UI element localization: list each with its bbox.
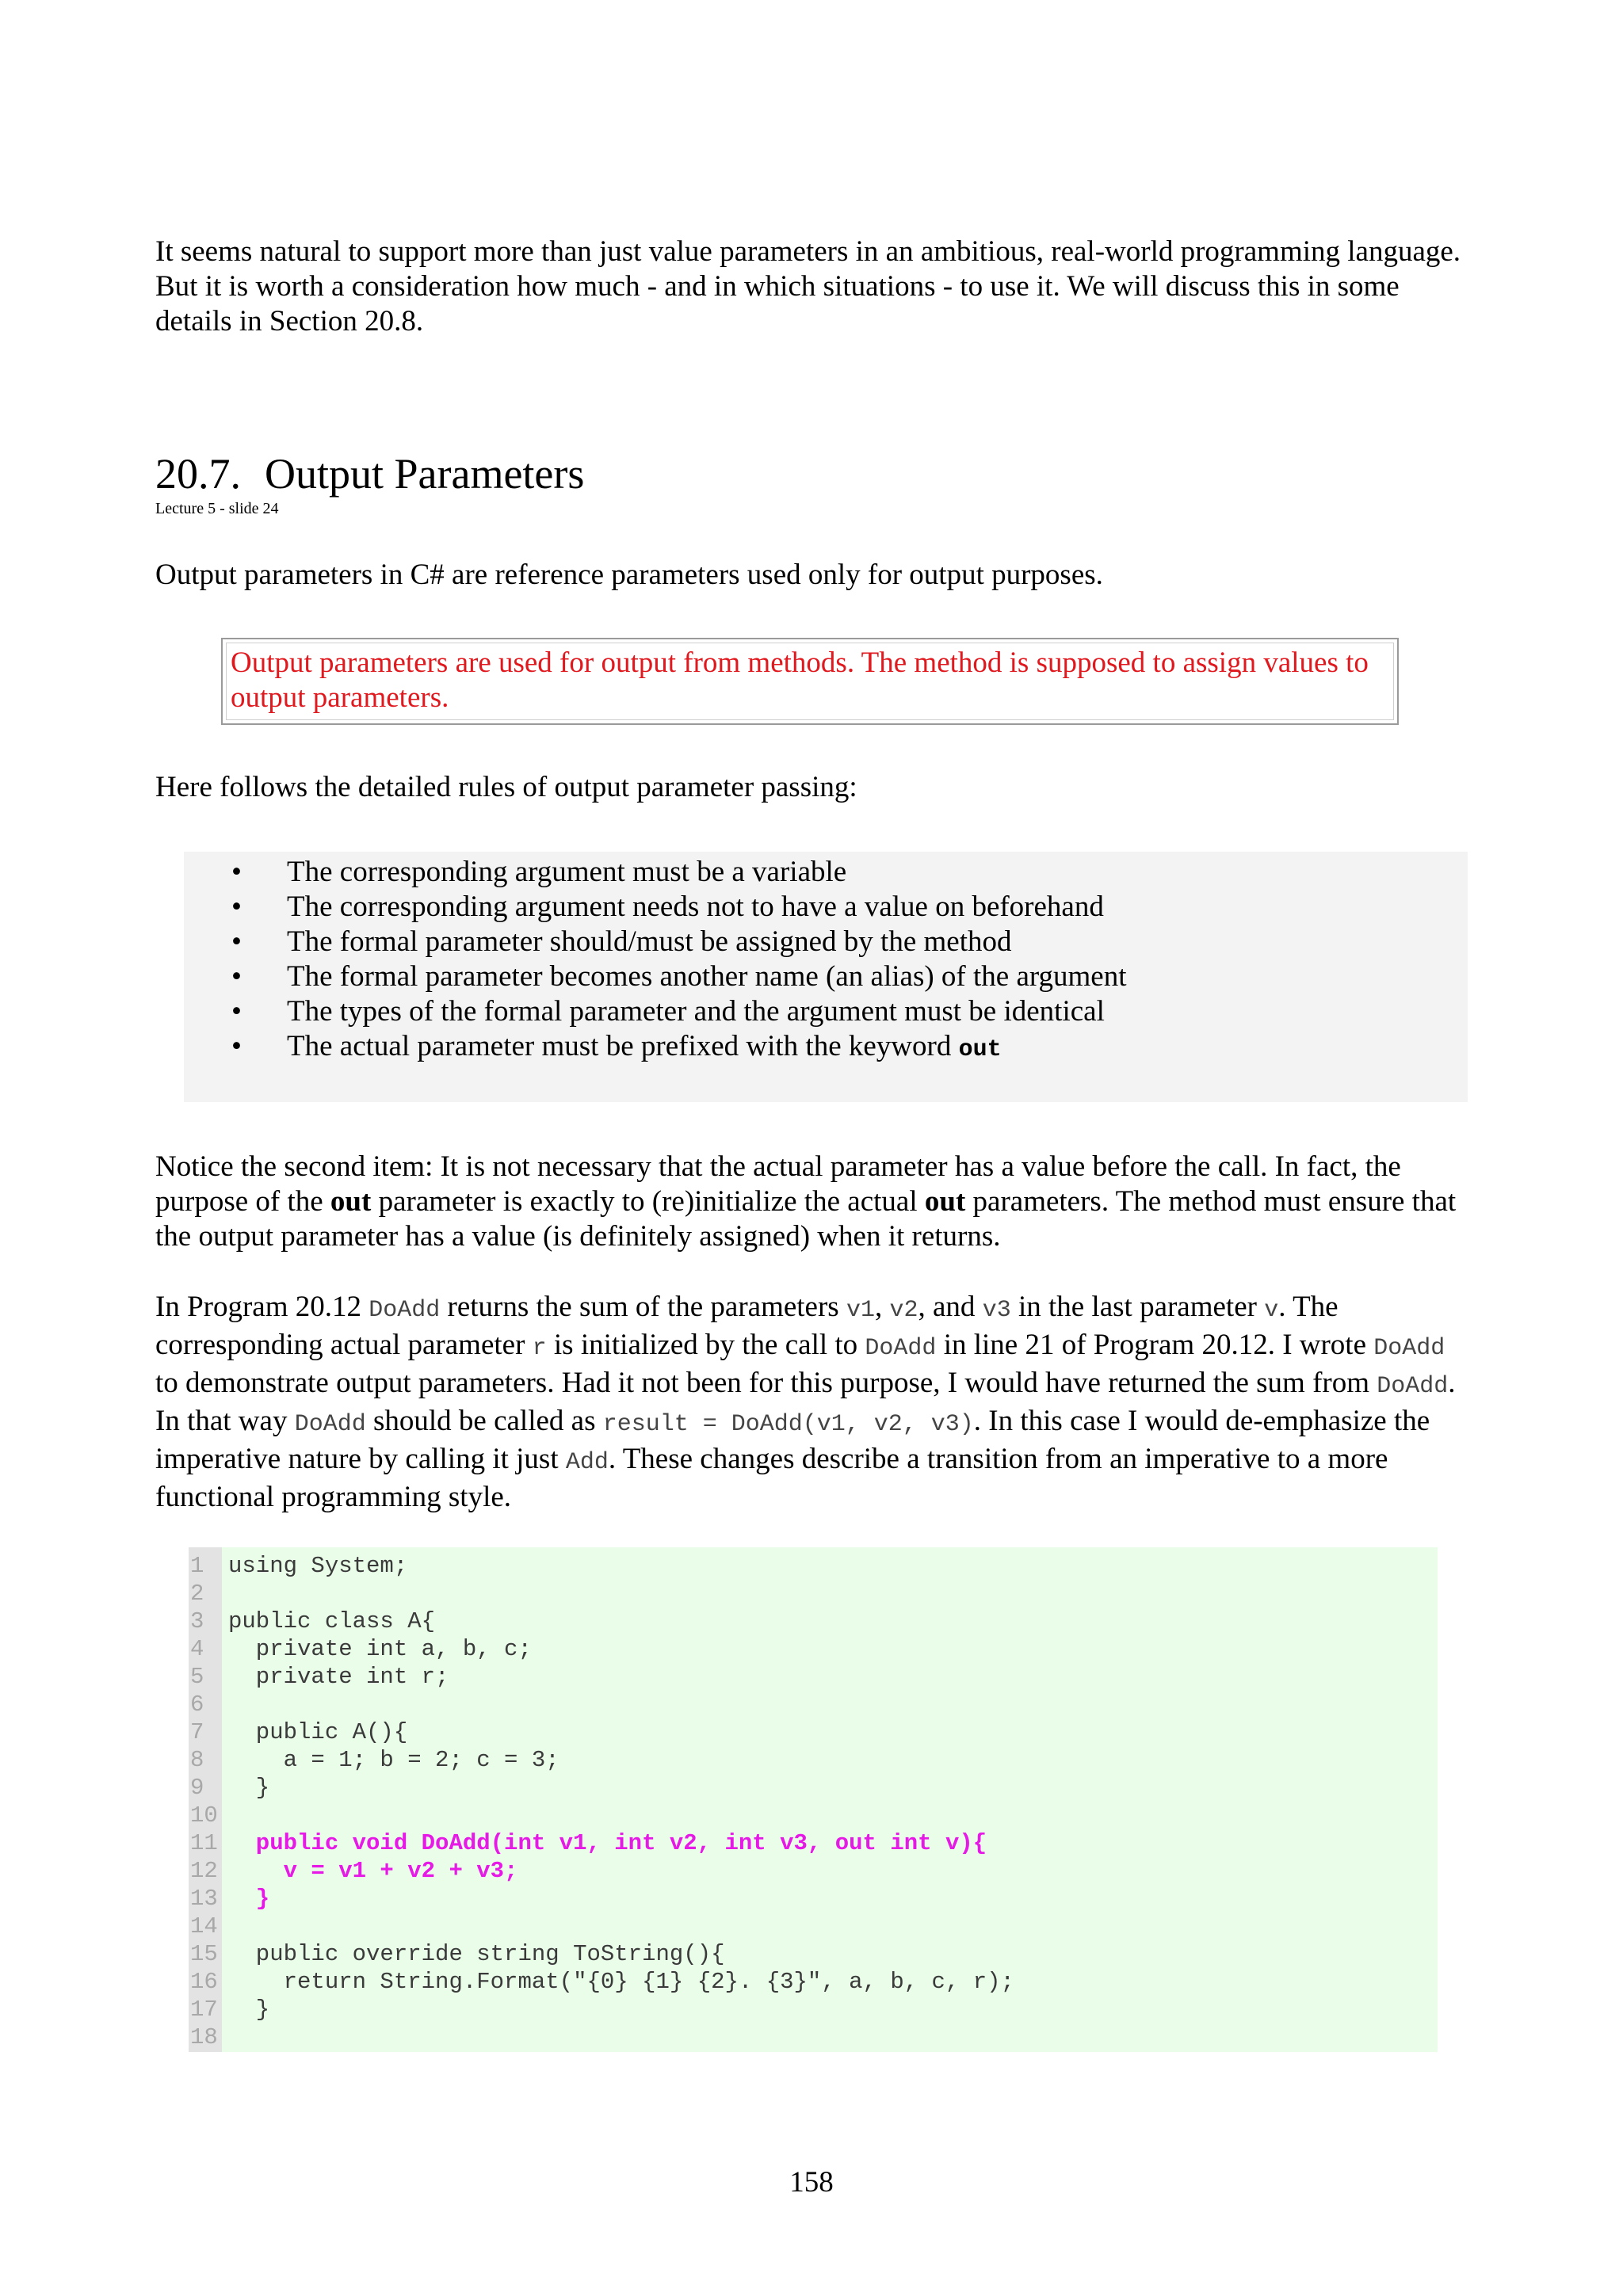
list-item: • The types of the formal parameter and the argument must be identical [231, 994, 1127, 1029]
code-line [189, 1829, 1438, 1857]
line-number: 10 [190, 1802, 218, 1829]
code-line [189, 1663, 1438, 1691]
line-number: 18 [190, 2024, 218, 2050]
code-line [189, 1774, 1438, 1802]
keyword-out: out [924, 1185, 966, 1218]
highlight-text: Output parameters are used for output from methods. The method is supposed to assign values to output parameters. [231, 646, 1369, 714]
code-text: public void DoAdd(int v1, int v2, int v3, out int v){ [228, 1830, 987, 1856]
keyword-out: out [330, 1185, 372, 1218]
line-number: 13 [190, 1886, 218, 1912]
line-number: 8 [190, 1747, 204, 1773]
line-number: 4 [190, 1636, 204, 1662]
section-heading [155, 448, 584, 499]
list-item: • The formal parameter should/must be assigned by the method [231, 925, 1127, 959]
code-line [189, 1718, 1438, 1746]
code-text: public override string ToString(){ [228, 1941, 725, 1967]
code-line [189, 2023, 1438, 2051]
code-text: using System; [228, 1553, 408, 1579]
line-number: 6 [190, 1691, 204, 1718]
lecture-slide-ref: Lecture 5 - slide 24 [155, 500, 279, 517]
keyword-out: out [958, 1036, 1002, 1063]
rules-list [231, 855, 1127, 1067]
code-text: } [228, 1886, 270, 1912]
line-number: 16 [190, 1969, 218, 1995]
code-line [189, 1913, 1438, 1940]
list-item: • The corresponding argument must be a variable [231, 855, 1127, 890]
program-paragraph: In Program 20.12 DoAdd returns the sum of the parameters v1, v2, and v3 in the last parameter v. The corresponding actual parameter r is initialized by the call to DoAdd in line 21 of Program 20.12. I wrote DoAdd to demonstrate output parameters. Had it not been for this purpose, I would have returned the sum from DoAdd. In that way DoAdd should be called as result = DoAdd(v1, v2, v3). In this case I would de-emphasize the imperative nature by calling it just Add. These changes describe a transition from an imperative to a more functional programming style. [155, 1291, 1456, 1513]
code-line [189, 1857, 1438, 1885]
code-text: private int r; [228, 1664, 449, 1690]
line-number: 3 [190, 1608, 204, 1634]
line-number: 11 [190, 1830, 218, 1856]
code-line [189, 1996, 1438, 2023]
code-text: private int a, b, c; [228, 1636, 532, 1662]
line-number: 1 [190, 1553, 204, 1579]
notice-paragraph: Notice the second item: It is not necessary that the actual parameter has a value before the call. In fact, the purpose of the out parameter is exactly to (re)initialize the actual out parameters. The method must ensure that the output parameter has a value (is definitely assigned) when it returns. [155, 1150, 1457, 1253]
code-line [189, 1802, 1438, 1829]
code-text: } [228, 1997, 270, 2023]
section-title: Output Parameters [265, 450, 585, 498]
code-line [189, 1940, 1438, 1968]
line-number: 7 [190, 1719, 204, 1745]
list-item: • The actual parameter must be prefixed with the keyword out [231, 1029, 1127, 1067]
code-listing [189, 1547, 1438, 2052]
code-text: return String.Format("{0} {1} {2}. {3}", a, b, c, r); [228, 1969, 1014, 1995]
code-line [189, 1746, 1438, 1774]
code-line [189, 1580, 1438, 1608]
line-number: 9 [190, 1775, 204, 1801]
code-text: a = 1; b = 2; c = 3; [228, 1747, 559, 1773]
code-line [189, 1968, 1438, 1996]
intro-paragraph: It seems natural to support more than just value parameters in an ambitious, real-world programming language. But it is worth a consideration how much - and in which situations - to use it. We will discuss this in some details in Section 20.8. [155, 235, 1461, 338]
section-number: 20.7. [155, 450, 241, 498]
line-number: 5 [190, 1664, 204, 1690]
code-line [189, 1635, 1438, 1663]
line-number: 15 [190, 1941, 218, 1967]
line-number: 2 [190, 1581, 204, 1607]
definition-paragraph: Output parameters in C# are reference parameters used only for output purposes. [155, 559, 1103, 591]
rules-box [184, 852, 1468, 1102]
code-text: v = v1 + v2 + v3; [228, 1858, 518, 1884]
code-text: public A(){ [228, 1719, 408, 1745]
list-item: • The formal parameter becomes another name (an alias) of the argument [231, 959, 1127, 994]
list-item: • The corresponding argument needs not to have a value on beforehand [231, 890, 1127, 925]
line-number: 12 [190, 1858, 218, 1884]
code-line [189, 1691, 1438, 1718]
code-line [189, 1552, 1438, 1580]
line-number: 14 [190, 1913, 218, 1939]
line-number: 17 [190, 1997, 218, 2023]
code-text: } [228, 1775, 270, 1801]
code-line [189, 1885, 1438, 1913]
page-number: 158 [789, 2166, 834, 2199]
code-text: public class A{ [228, 1608, 436, 1634]
rules-intro: Here follows the detailed rules of output parameter passing: [155, 771, 857, 803]
highlight-box [221, 638, 1399, 725]
code-line [189, 1608, 1438, 1635]
